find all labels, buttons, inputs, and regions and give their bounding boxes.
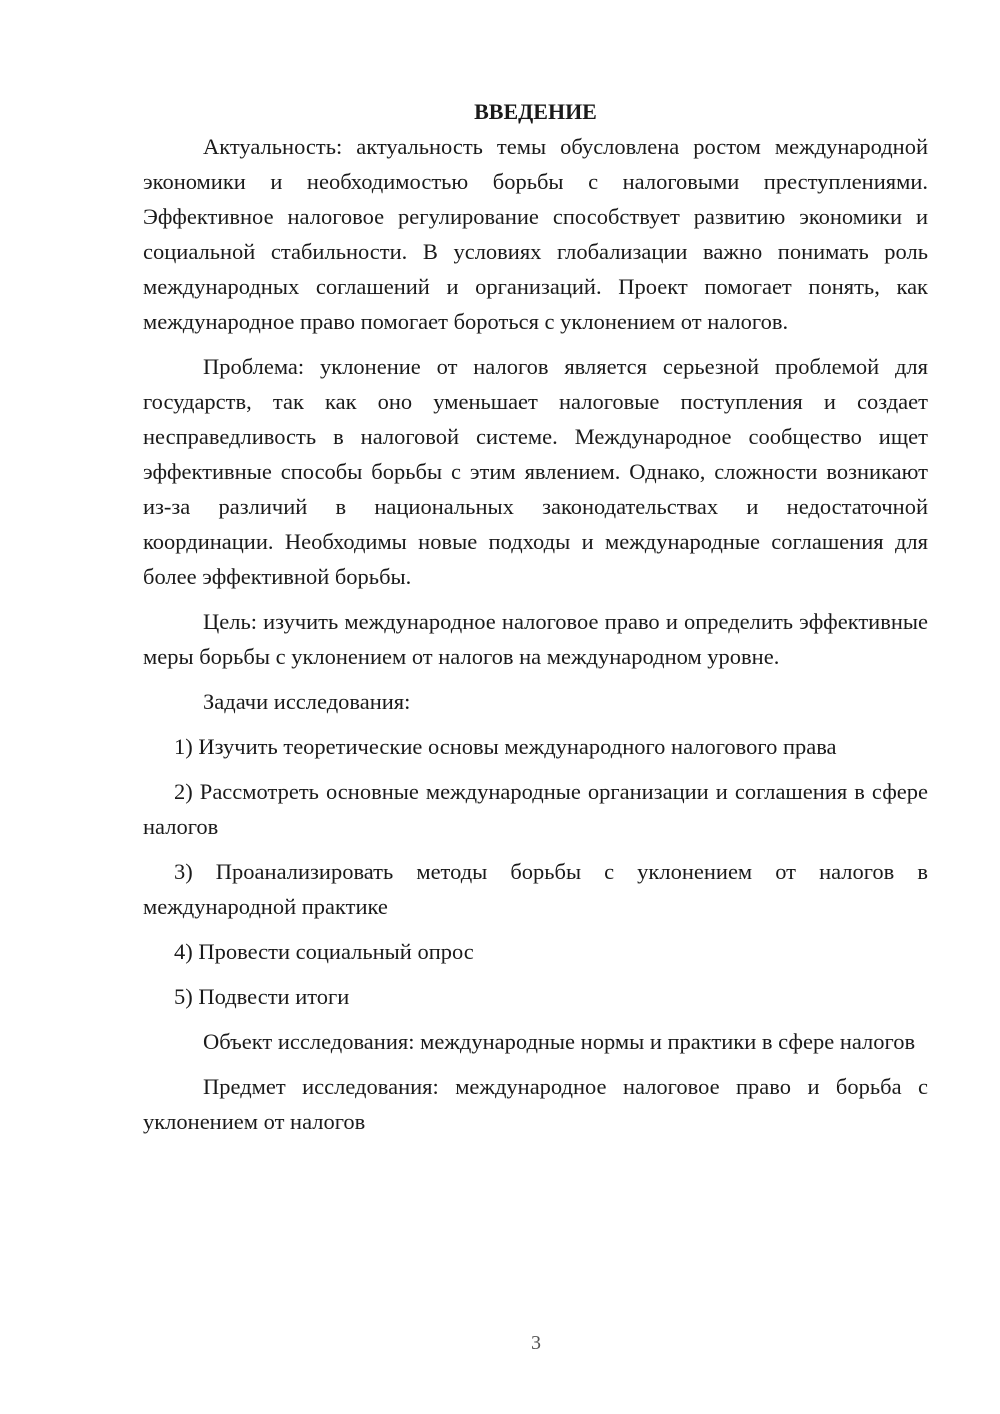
goal-paragraph: Цель: изучить международное налоговое право и определить эффективные меры борьбы с уклонением от налогов на международном уровне. — [143, 609, 928, 669]
list-item: 2) Рассмотреть основные международные организации и соглашения в сфере налогов — [143, 779, 928, 839]
problem-paragraph: Проблема: уклонение от налогов является серьезной проблемой для государств, так как оно уменьшает налоговые поступления и создает несправедливость в налоговой системе. Международное сообщество ищет эффективные способы борьбы с этим явлением. Однако, сложности возникают из-за различий в национальных законодательствах и недостаточной координации. Необходимы новые подходы и международные соглашения для более эффективной борьбы. — [143, 354, 928, 589]
subject-paragraph: Предмет исследования: международное налоговое право и борьба с уклонением от налогов — [143, 1074, 928, 1134]
document-page — [143, 94, 928, 1149]
list-item: 3) Проанализировать методы борьбы с уклонением от налогов в международной практике — [143, 859, 928, 919]
list-item: 1) Изучить теоретические основы международного налогового права — [174, 734, 837, 759]
section-title: ВВЕДЕНИЕ — [474, 99, 597, 124]
tasks-heading: Задачи исследования: — [203, 689, 411, 714]
tasks-list — [143, 729, 928, 1014]
page-number: 3 — [531, 1332, 541, 1354]
relevance-paragraph: Актуальность: актуальность темы обусловлена ростом международной экономики и необходимостью борьбы с налоговыми преступлениями. Эффективное налоговое регулирование способствует развитию экономики и социальной стабильности. В условиях глобализации важно понимать роль международных соглашений и организаций. Проект помогает понять, как международное право помогает бороться с уклонением от налогов. — [143, 134, 928, 334]
object-paragraph: Объект исследования: международные нормы и практики в сфере налогов — [203, 1029, 916, 1054]
list-item: 4) Провести социальный опрос — [174, 939, 474, 964]
list-item: 5) Подвести итоги — [174, 984, 350, 1009]
